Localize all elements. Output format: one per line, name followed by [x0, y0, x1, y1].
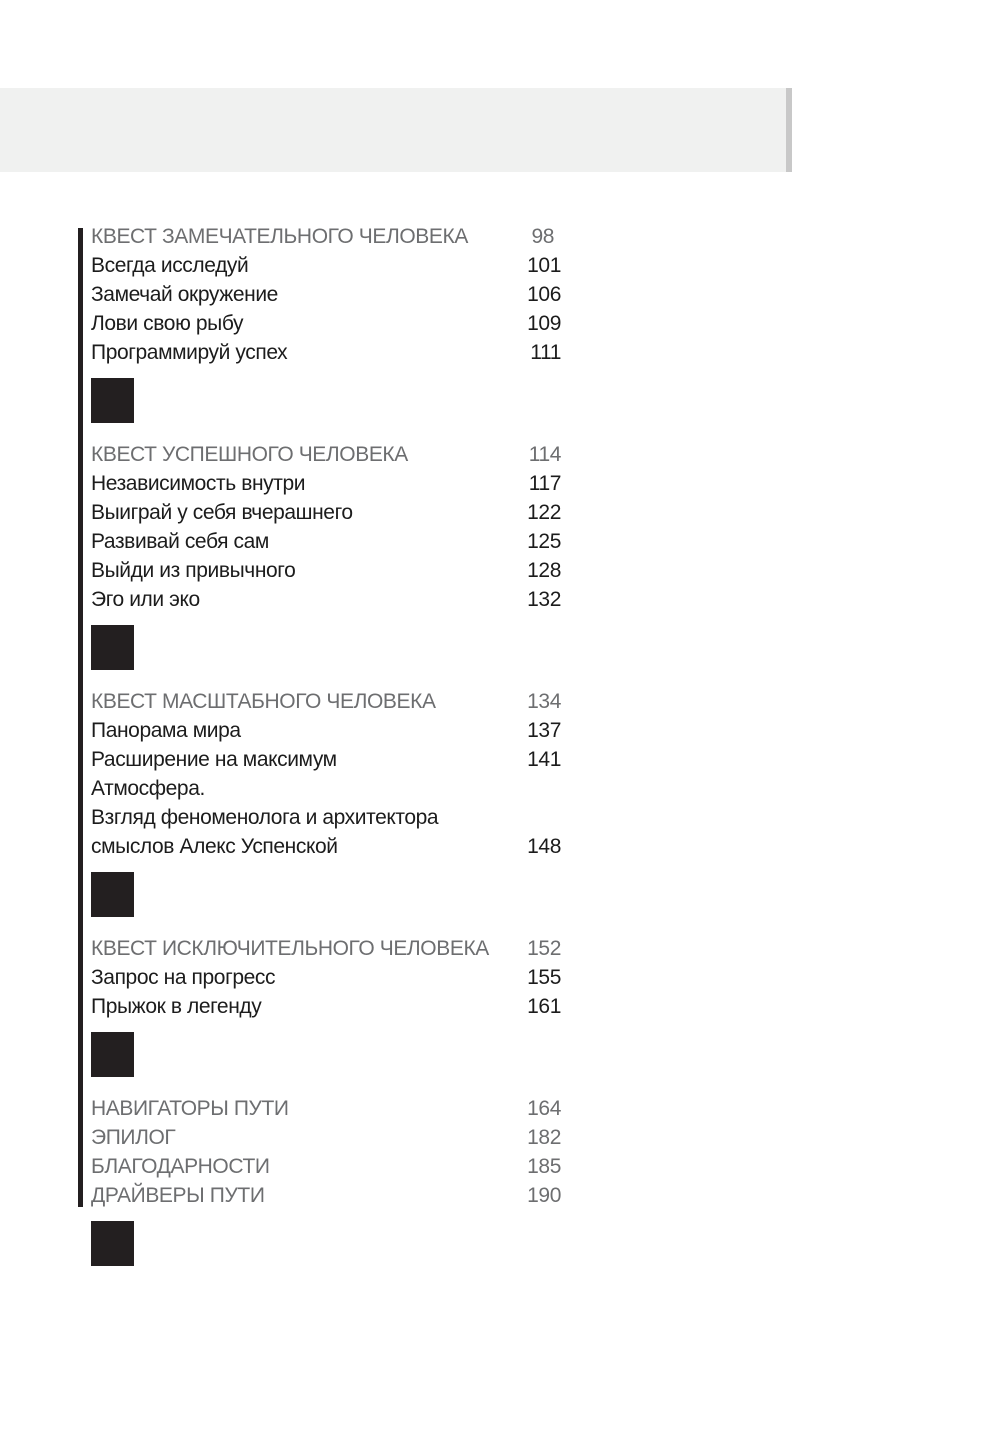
toc-heading-title: БЛАГОДАРНОСТИ: [91, 1155, 270, 1178]
section-divider: [91, 367, 571, 440]
toc-entry-title: Лови свою рыбу: [91, 312, 244, 335]
toc-section-heading[interactable]: [91, 687, 571, 716]
section-marker-square: [91, 625, 134, 670]
toc-entry-title: Программируй успех: [91, 341, 288, 364]
toc-heading-title: НАВИГАТОРЫ ПУТИ: [91, 1097, 289, 1120]
toc-entry[interactable]: [91, 469, 571, 498]
toc-entry[interactable]: [91, 745, 571, 774]
section-divider: [91, 1021, 571, 1094]
toc-entry-title: Эго или эко: [91, 588, 200, 611]
toc-page-number: 134: [527, 690, 561, 713]
toc-entry[interactable]: [91, 556, 571, 585]
toc-page-number: 125: [527, 530, 561, 553]
section-marker-square: [91, 378, 134, 423]
toc-page-number: 98: [531, 225, 554, 248]
toc-page-number: 137: [527, 719, 561, 742]
toc-entry-title: Прыжок в легенду: [91, 995, 262, 1018]
toc-entry[interactable]: [91, 280, 571, 309]
toc-entry[interactable]: [91, 498, 571, 527]
toc-entry[interactable]: [91, 585, 571, 614]
toc-page-number: 122: [527, 501, 561, 524]
section-marker-square: [91, 1032, 134, 1077]
toc-entry-title: Атмосфера.: [91, 777, 205, 800]
toc-page-number: 111: [530, 341, 561, 364]
toc-entry-title: Выиграй у себя вчерашнего: [91, 501, 353, 524]
toc-page-number: 148: [527, 835, 561, 858]
toc-entry-title: Панорама мира: [91, 719, 241, 742]
toc-entry[interactable]: [91, 963, 571, 992]
section-marker-square: [91, 1221, 134, 1266]
toc-entry-title: Независимость внутри: [91, 472, 306, 495]
toc-entry[interactable]: [91, 527, 571, 556]
toc-entry[interactable]: [91, 251, 571, 280]
header-band-edge: [786, 88, 792, 172]
toc-page-number: 185: [527, 1155, 561, 1178]
toc-vertical-rule: [78, 228, 83, 1207]
toc-page-number: 155: [527, 966, 561, 989]
toc-heading-title: ДРАЙВЕРЫ ПУТИ: [91, 1184, 265, 1207]
toc-page-number: 117: [528, 472, 561, 495]
toc-entry-title: Всегда исследуй: [91, 254, 249, 277]
toc-entry-title: Развивай себя сам: [91, 530, 269, 553]
toc-entry[interactable]: [91, 716, 571, 745]
toc-appendix-entry[interactable]: [91, 1094, 571, 1123]
toc-page-number: 114: [528, 443, 561, 466]
toc-entry-title: Запрос на прогресс: [91, 966, 276, 989]
toc-section-heading[interactable]: [91, 440, 571, 469]
toc-page-number: 109: [527, 312, 561, 335]
table-of-contents: [91, 222, 571, 1283]
toc-entry-title: Выйди из привычного: [91, 559, 296, 582]
toc-page-number: 106: [527, 283, 561, 306]
toc-entry[interactable]: [91, 774, 571, 803]
toc-page-number: 190: [527, 1184, 561, 1207]
toc-page-number: 141: [527, 748, 561, 771]
toc-entry[interactable]: [91, 803, 571, 861]
section-divider: [91, 614, 571, 687]
toc-entry-title: Расширение на максимум: [91, 748, 337, 771]
toc-page-number: 161: [527, 995, 561, 1018]
toc-page-number: 164: [527, 1097, 561, 1120]
toc-appendix-entry[interactable]: [91, 1181, 571, 1210]
toc-heading-title: КВЕСТ УСПЕШНОГО ЧЕЛОВЕКА: [91, 443, 408, 466]
toc-entry[interactable]: [91, 309, 571, 338]
toc-appendix-entry[interactable]: [91, 1123, 571, 1152]
section-divider: [91, 1210, 571, 1283]
toc-page-number: 182: [527, 1126, 561, 1149]
toc-appendix-entry[interactable]: [91, 1152, 571, 1181]
toc-entry-title: Замечай окружение: [91, 283, 278, 306]
toc-heading-title: КВЕСТ МАСШТАБНОГО ЧЕЛОВЕКА: [91, 690, 436, 713]
toc-entry[interactable]: [91, 992, 571, 1021]
toc-heading-title: КВЕСТ ЗАМЕЧАТЕЛЬНОГО ЧЕЛОВЕКА: [91, 225, 468, 248]
header-band: [0, 88, 788, 172]
toc-section-heading[interactable]: [91, 222, 571, 251]
toc-heading-title: КВЕСТ ИСКЛЮЧИТЕЛЬНОГО ЧЕЛОВЕКА: [91, 937, 489, 960]
toc-heading-title: ЭПИЛОГ: [91, 1126, 176, 1149]
toc-entry-title: Взгляд феноменолога и архитектора смыслов Алекс Успенской: [91, 806, 439, 858]
toc-entry[interactable]: [91, 338, 571, 367]
toc-page-number: 101: [527, 254, 561, 277]
toc-page-number: 152: [527, 937, 561, 960]
section-divider: [91, 861, 571, 934]
toc-section-heading[interactable]: [91, 934, 571, 963]
section-marker-square: [91, 872, 134, 917]
toc-page-number: 132: [527, 588, 561, 611]
toc-page-number: 128: [527, 559, 561, 582]
